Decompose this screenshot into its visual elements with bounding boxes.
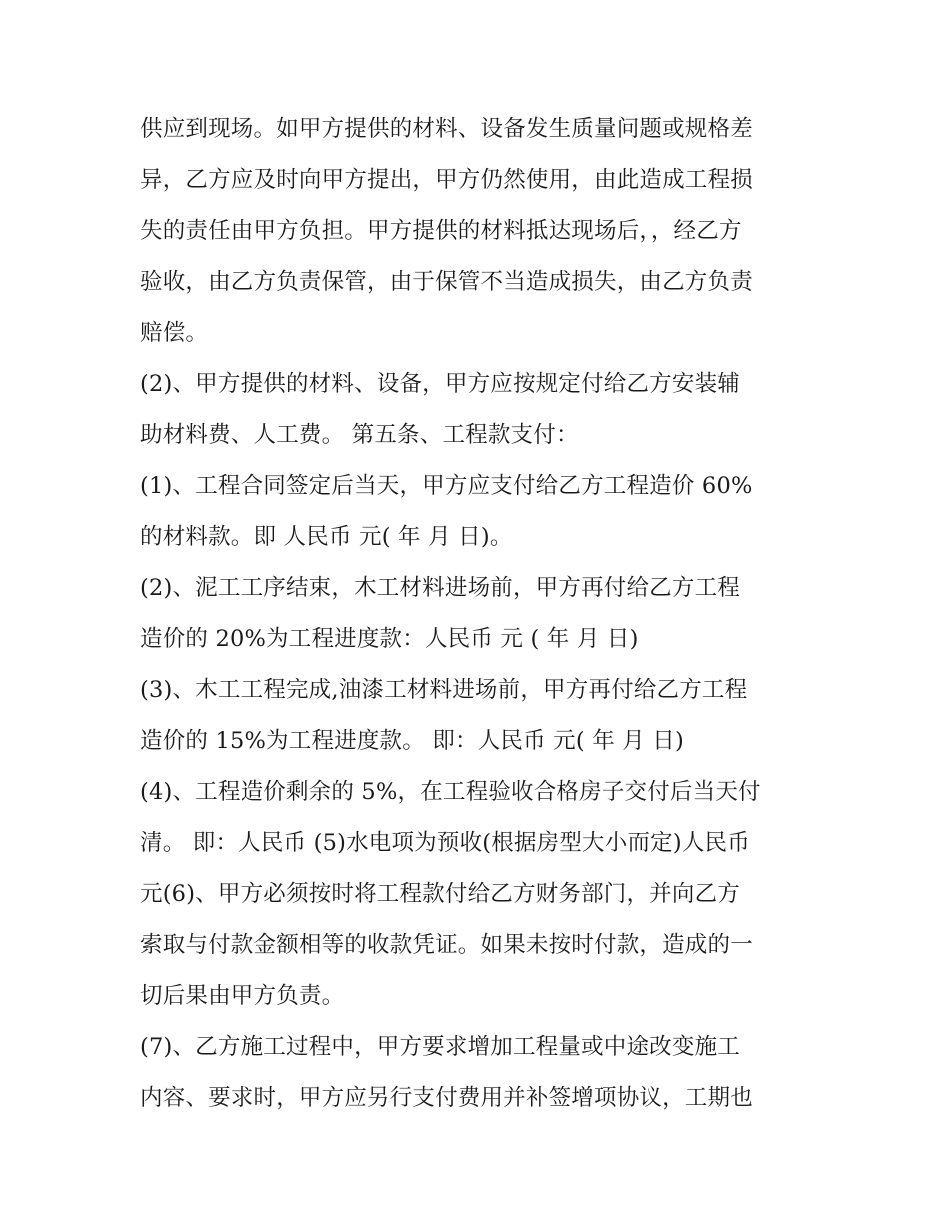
text-line: 清。 即：人民币 (5)水电项为预收(根据房型大小而定)人民币 [140, 830, 750, 856]
text-line: 造价的 15%为工程进度款。 即：人民币 元( 年 月 日) [140, 728, 684, 754]
text-line: (7)、乙方施工过程中，甲方要求增加工程量或中途改变施工 [140, 1034, 740, 1060]
text-line: 供应到现场。如甲方提供的材料、设备发生质量问题或规格差 [140, 116, 753, 142]
text-line: 切后果由甲方负责。 [140, 983, 345, 1009]
text-line: 助材料费、人工费。 第五条、工程款支付： [140, 422, 579, 448]
text-line: 异，乙方应及时向甲方提出，甲方仍然使用，由此造成工程损 [140, 167, 753, 193]
text-line: (2)、泥工工序结束，木工材料进场前，甲方再付给乙方工程 [140, 575, 740, 601]
text-line: (2)、甲方提供的材料、设备，甲方应按规定付给乙方安装辅 [140, 371, 740, 397]
text-line: (4)、工程造价剩余的 5%，在工程验收合格房子交付后当天付 [140, 779, 761, 805]
text-line: 索取与付款金额相等的收款凭证。如果未按时付款，造成的一 [140, 932, 753, 958]
text-line: 的材料款。即 人民币 元( 年 月 日)。 [140, 524, 513, 550]
text-line: 内容、要求时，甲方应另行支付费用并补签增项协议，工期也 [140, 1085, 753, 1111]
text-line: 赔偿。 [140, 320, 209, 346]
text-line: (1)、工程合同签定后当天，甲方应支付给乙方工程造价 60% [140, 473, 753, 499]
text-line: 元(6)、甲方必须按时将工程款付给乙方财务部门，并向乙方 [140, 881, 740, 907]
text-line: (3)、木工工程完成,油漆工材料进场前，甲方再付给乙方工程 [140, 677, 748, 703]
document-body [140, 104, 820, 1124]
text-line: 造价的 20%为工程进度款：人民币 元 ( 年 月 日) [140, 626, 639, 652]
text-line: 失的责任由甲方负担。甲方提供的材料抵达现场后，，经乙方 [140, 218, 742, 244]
text-line: 验收，由乙方负责保管，由于保管不当造成损失，由乙方负责 [140, 269, 753, 295]
